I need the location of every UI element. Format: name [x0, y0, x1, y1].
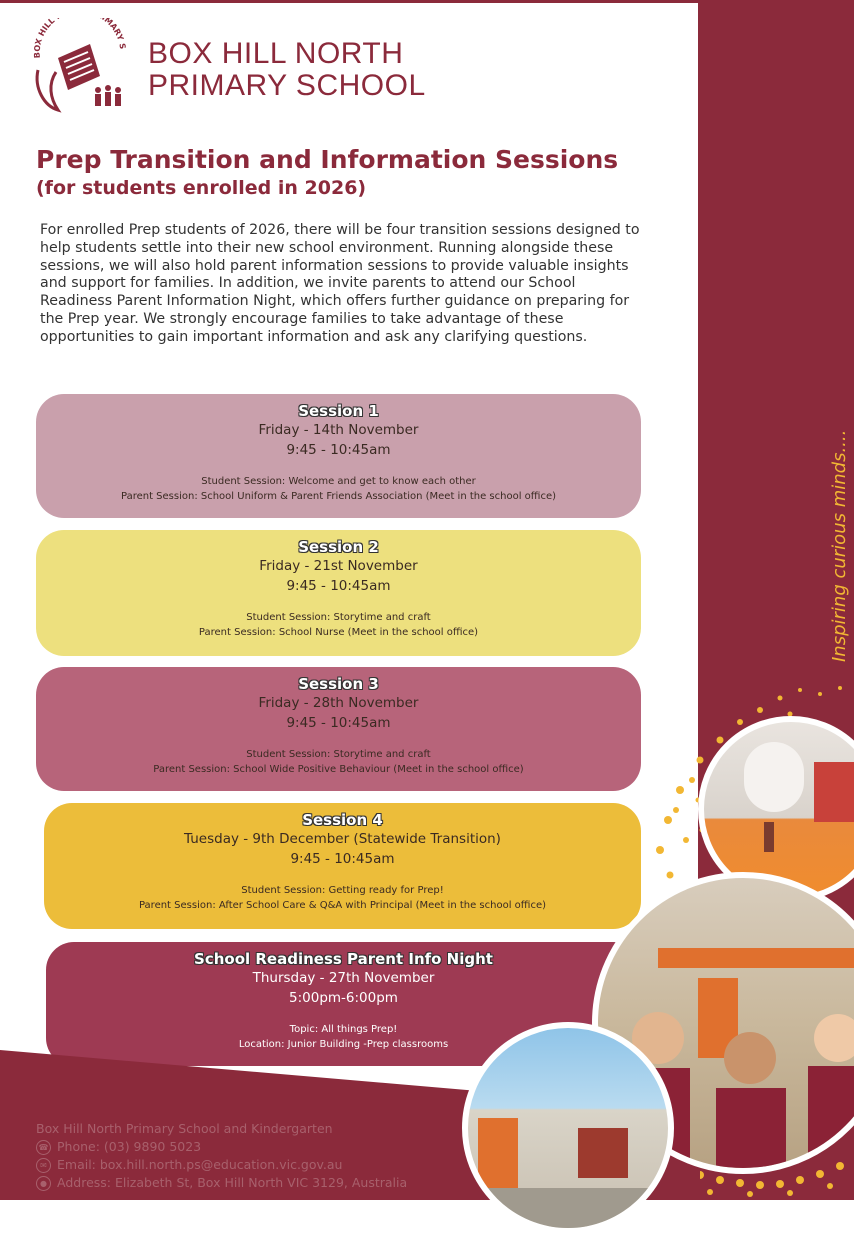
page-subtitle: (for students enrolled in 2026)	[36, 177, 367, 199]
parent-session: Parent Session: School Uniform & Parent Friends Association (Meet in the school office)	[120, 491, 557, 502]
student-session: Student Session: Storytime and craft	[246, 612, 431, 623]
school-name-line2: PRIMARY SCHOOL	[148, 69, 426, 102]
school-name-line1: BOX HILL NORTH	[148, 37, 404, 70]
session-time: 9:45 - 10:45am	[286, 442, 391, 458]
session-time: 9:45 - 10:45am	[290, 851, 395, 867]
phone-icon: ☎	[36, 1140, 51, 1155]
session-heading: Session 1	[298, 402, 379, 420]
footer-contact	[36, 1120, 407, 1192]
session-heading: Session 2	[298, 538, 379, 556]
student-session: Student Session: Getting ready for Prep!	[241, 885, 444, 896]
footer-address: Address: Elizabeth St, Box Hill North VIC 3129, Australia	[57, 1175, 408, 1190]
session-time: 9:45 - 10:45am	[286, 578, 391, 594]
footer-phone[interactable]: Phone: (03) 9890 5023	[57, 1139, 202, 1154]
session-date: Tuesday - 9th December (Statewide Transition)	[184, 831, 501, 847]
info-night-time: 5:00pm-6:00pm	[289, 990, 398, 1006]
info-night-topic: Topic: All things Prep!	[289, 1024, 398, 1035]
student-session: Student Session: Welcome and get to know each other	[201, 476, 476, 487]
page-title: Prep Transition and Information Sessions	[36, 145, 619, 174]
svg-text:BOX HILL NORTH PRIMARY SCHOOL: BOX HILL MARY S	[32, 18, 128, 59]
school-name	[148, 38, 426, 102]
tagline: Inspiring curious minds....	[829, 429, 850, 662]
info-night-heading: School Readiness Parent Info Night	[194, 950, 493, 968]
intro-paragraph: For enrolled Prep students of 2026, there will be four transition sessions designed to help students settle into their new school environment. Running alongside these sessions, we will also hold parent information sessions to provide valuable insights and support for families. In addition, we invite parents to attend our School Readiness Parent Information Night, which offers further guidance on preparing for the Prep year. We strongly encourage families to take advantage of these opportunities to gain important information and ask any clarifying questions.	[40, 222, 640, 345]
building-photo	[462, 1022, 674, 1234]
session-card-4	[44, 803, 641, 929]
student-session: Student Session: Storytime and craft	[246, 749, 431, 760]
location-icon: ●	[36, 1176, 51, 1191]
school-logo	[28, 18, 138, 118]
footer-org: Box Hill North Primary School and Kindergarten	[36, 1121, 333, 1136]
session-card-3	[36, 667, 641, 791]
info-night-location: Location: Junior Building -Prep classrooms	[238, 1039, 449, 1050]
session-card-2	[36, 530, 641, 656]
parent-session: Parent Session: School Wide Positive Behaviour (Meet in the school office)	[153, 764, 524, 775]
session-time: 9:45 - 10:45am	[286, 715, 391, 731]
parent-session: Parent Session: After School Care & Q&A with Principal (Meet in the school office)	[138, 900, 547, 911]
parent-session: Parent Session: School Nurse (Meet in the school office)	[198, 627, 479, 638]
info-night-date: Thursday - 27th November	[252, 970, 435, 986]
email-icon: ✉	[36, 1158, 51, 1173]
session-date: Friday - 28th November	[258, 695, 419, 711]
session-date: Friday - 14th November	[258, 422, 419, 438]
session-card-1	[36, 394, 641, 518]
session-date: Friday - 21st November	[259, 558, 418, 574]
session-heading: Session 3	[298, 675, 379, 693]
session-heading: Session 4	[302, 811, 383, 829]
footer-email[interactable]: Email: box.hill.north.ps@education.vic.gov.au	[57, 1157, 343, 1172]
